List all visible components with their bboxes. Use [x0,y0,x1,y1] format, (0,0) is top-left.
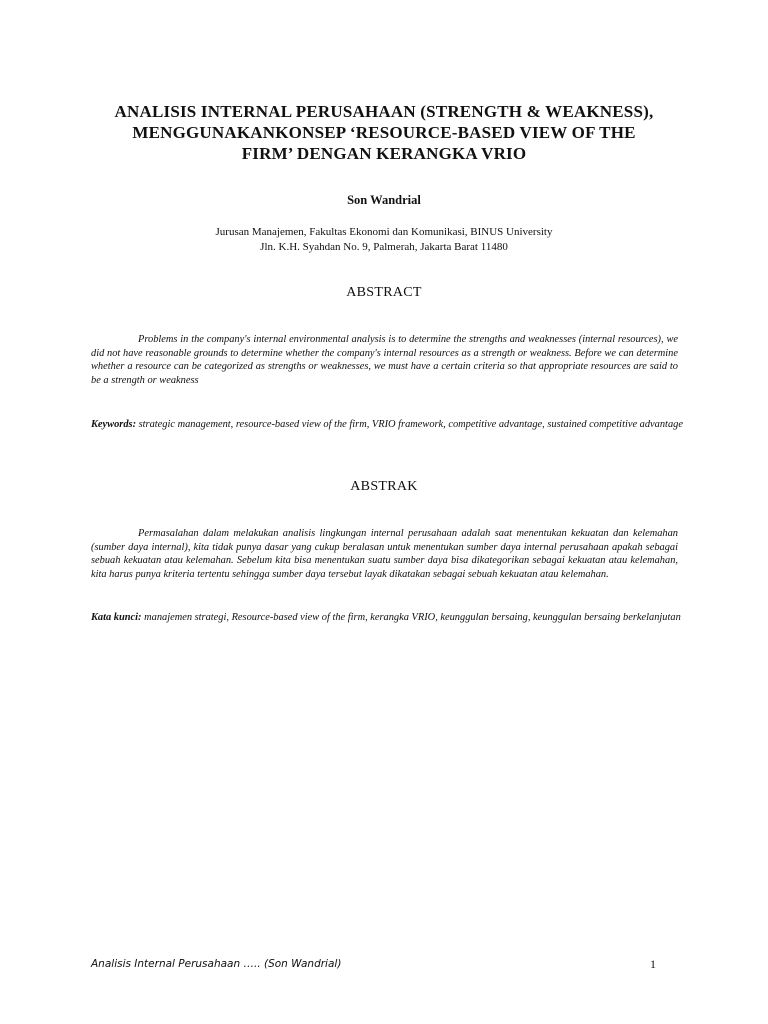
affiliation-line-2: Jln. K.H. Syahdan No. 9, Palmerah, Jakarta Barat 11480 [260,241,508,253]
keywords-label: Keywords: [91,419,137,430]
kata-kunci-label: Kata kunci: [91,612,142,623]
keywords-block [91,418,734,433]
author-name: Son Wandrial [347,193,421,207]
kata-kunci-text: manajemen strategi, Resource-based view of the firm, kerangka VRIO, keunggulan bersaing, keunggulan bersaing berkelanjutan [141,612,681,623]
abstract-body: Problems in the company's internal environmental analysis is to determine the strengths and weaknesses (internal resources), we did not have reasonable grounds to determine whether the company's internal resources as a strength or weakness. Before we can determine whether a resource can be categorized as strengths or weaknesses, we must have a certain criteria so that appropriate resources are said to be a strength or weakness [91,334,678,386]
abstrak-body: Permasalahan dalam melakukan analisis lingkungan internal perusahaan adalah saat menentukan kekuatan dan kelemahan (sumber daya internal), kita tidak punya dasar yang cukup beralasan untuk menentukan sumber daya internal perusahaan apakah sebagai sebuah kekuatan atau kelemahan. Sebelum kita bisa menentukan suatu sumber daya bisa dikategorikan sebagai kekuatan atau kelemahan, kita harus punya kriteria tertentu sehingga sumber daya tersebut layak dikatakan sebagai sebuah kekuatan atau kelemahan. [91,528,678,580]
keywords-text: strategic management, resource-based view of the firm, VRIO framework, competitive advantage, sustained competitive advantage [136,419,683,430]
running-footer-title: Analisis Internal Perusahaan ….. (Son Wandrial) [91,958,342,970]
page-number: 1 [650,957,656,971]
paper-title [80,101,688,164]
title-line-1: ANALISIS INTERNAL PERUSAHAAN (STRENGTH & WEAKNESS), [114,102,654,121]
abstrak-heading: ABSTRAK [350,479,418,494]
title-line-2: MENGGUNAKANKONSEP ‘RESOURCE-BASED VIEW OF THE [132,123,636,142]
kata-kunci-block [91,611,734,626]
title-line-3: FIRM’ DENGAN KERANGKA VRIO [241,144,527,163]
author-affiliation [0,225,768,255]
abstract-heading: ABSTRACT [346,285,422,300]
affiliation-line-1: Jurusan Manajemen, Fakultas Ekonomi dan Komunikasi, BINUS University [215,226,553,238]
